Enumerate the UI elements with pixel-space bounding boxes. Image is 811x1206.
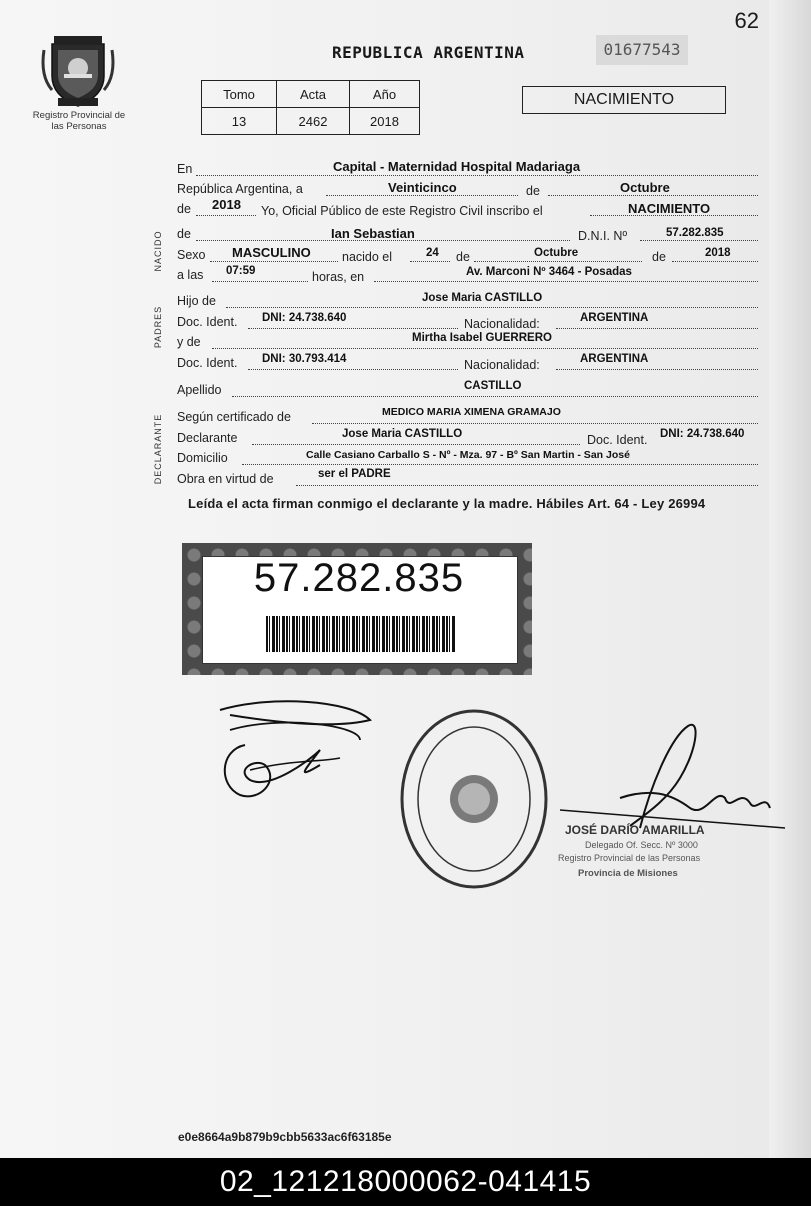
dotted-line bbox=[196, 215, 256, 216]
label-domicilio: Domicilio bbox=[177, 451, 228, 465]
label-nacionalidad-father: Nacionalidad: bbox=[464, 317, 540, 331]
document-type-box: NACIMIENTO bbox=[522, 86, 726, 114]
official-role: Delegado Of. Secc. Nº 3000 bbox=[585, 840, 698, 850]
label-de-month: de bbox=[456, 250, 470, 264]
dotted-line bbox=[556, 369, 758, 370]
logo-caption: Registro Provincial de las Personas bbox=[32, 110, 126, 132]
footer-id: 02_121218000062-041415 bbox=[219, 1165, 592, 1198]
label-de-birth-year: de bbox=[652, 250, 666, 264]
dotted-line bbox=[474, 261, 642, 262]
official-signature bbox=[540, 718, 790, 838]
declarant-signature bbox=[210, 690, 380, 810]
official-province: Provincia de Misiones bbox=[578, 868, 678, 879]
dotted-line bbox=[212, 281, 308, 282]
header-anio: Año bbox=[350, 81, 420, 108]
certificate-issuer: MEDICO MARIA XIMENA GRAMAJO bbox=[382, 406, 561, 418]
dotted-line bbox=[248, 369, 458, 370]
dotted-line bbox=[312, 423, 758, 424]
label-de-year: de bbox=[177, 202, 191, 216]
label-horas: horas, en bbox=[312, 270, 365, 284]
dotted-line bbox=[296, 485, 758, 486]
official-name: JOSÉ DARÍO AMARILLA bbox=[565, 823, 705, 837]
label-hijo-de: Hijo de bbox=[177, 294, 216, 308]
document-hash: e0e8664a9b879b9cbb5633ac6f63185e bbox=[178, 1130, 392, 1144]
label-dni: D.N.I. Nº bbox=[578, 229, 628, 243]
label-doc-father: Doc. Ident. bbox=[177, 315, 238, 329]
dotted-line bbox=[226, 307, 758, 308]
header-acta: Acta bbox=[277, 81, 350, 108]
barcode bbox=[266, 616, 456, 652]
dotted-line bbox=[252, 444, 580, 445]
label-sexo: Sexo bbox=[177, 248, 206, 262]
serial-number: 01677543 bbox=[596, 35, 688, 65]
birth-place: Capital - Maternidad Hospital Madariaga bbox=[333, 159, 581, 174]
father-name: Jose Maria CASTILLO bbox=[422, 292, 543, 304]
registration-year: 2018 bbox=[212, 197, 241, 212]
register-header-row bbox=[202, 81, 420, 108]
register-table bbox=[201, 80, 420, 135]
label-de-name: de bbox=[177, 227, 191, 241]
section-label-nacido: NACIDO bbox=[153, 230, 163, 272]
declarant-address: Calle Casiano Carballo S - Nº - Mza. 97 - Bº San Martin - San José bbox=[306, 449, 630, 461]
birth-year: 2018 bbox=[705, 247, 731, 259]
registration-month: Octubre bbox=[620, 180, 670, 195]
dotted-line bbox=[640, 240, 758, 241]
label-y-de: y de bbox=[177, 335, 201, 349]
child-sex: MASCULINO bbox=[232, 245, 311, 260]
dotted-line bbox=[248, 328, 458, 329]
label-en: En bbox=[177, 162, 193, 176]
section-label-padres: PADRES bbox=[153, 305, 163, 349]
dotted-line bbox=[196, 175, 758, 176]
father-nationality: ARGENTINA bbox=[580, 312, 649, 324]
label-a-las: a las bbox=[177, 268, 204, 282]
declarant-name: Jose Maria CASTILLO bbox=[342, 428, 463, 440]
dni-sticker-number: 57.282.835 bbox=[253, 556, 465, 600]
value-anio: 2018 bbox=[350, 108, 420, 135]
dotted-line bbox=[212, 348, 758, 349]
official-registry: Registro Provincial de las Personas bbox=[558, 853, 701, 863]
signing-note: Leída el acta firman conmigo el declarante y la madre. Hábiles Art. 64 - Ley 26994 bbox=[188, 496, 706, 511]
declarant-relation: ser el PADRE bbox=[318, 468, 391, 480]
registration-day: Veinticinco bbox=[388, 180, 457, 195]
value-tomo: 13 bbox=[202, 108, 277, 135]
dotted-line bbox=[410, 261, 450, 262]
birth-time: 07:59 bbox=[226, 265, 256, 277]
label-doc-declarante: Doc. Ident. bbox=[587, 433, 648, 447]
declarant-doc: DNI: 24.738.640 bbox=[660, 428, 745, 440]
father-doc: DNI: 24.738.640 bbox=[262, 312, 347, 324]
value-acta: 2462 bbox=[277, 108, 350, 135]
section-label-declarante: DECLARANTE bbox=[153, 413, 163, 485]
dotted-line bbox=[242, 464, 758, 465]
page-edge bbox=[769, 0, 811, 1158]
label-nacido-el: nacido el bbox=[342, 250, 393, 264]
label-certificado: Según certificado de bbox=[177, 410, 291, 424]
mother-doc: DNI: 30.793.414 bbox=[262, 353, 347, 365]
dotted-line bbox=[672, 261, 758, 262]
document-title: REPUBLICA ARGENTINA bbox=[332, 43, 525, 62]
label-nacionalidad-mother: Nacionalidad: bbox=[464, 358, 540, 372]
label-republica: República Argentina, a bbox=[177, 182, 303, 196]
record-type: NACIMIENTO bbox=[628, 201, 711, 216]
surname: CASTILLO bbox=[464, 380, 522, 392]
birth-day: 24 bbox=[426, 247, 439, 259]
child-dni: 57.282.835 bbox=[666, 227, 724, 239]
mother-nationality: ARGENTINA bbox=[580, 353, 649, 365]
label-de: de bbox=[526, 184, 540, 198]
official-stamp bbox=[396, 704, 552, 894]
register-value-row bbox=[202, 108, 420, 135]
birth-month: Octubre bbox=[534, 247, 579, 259]
label-apellido: Apellido bbox=[177, 383, 222, 397]
dotted-line bbox=[326, 195, 518, 196]
dotted-line bbox=[210, 261, 338, 262]
child-name: Ian Sebastian bbox=[331, 226, 415, 241]
label-obra: Obra en virtud de bbox=[177, 472, 274, 486]
dotted-line bbox=[548, 195, 758, 196]
page-number: 62 bbox=[734, 8, 759, 33]
dotted-line bbox=[556, 328, 758, 329]
officer-statement: Yo, Oficial Público de este Registro Civil inscribo el bbox=[261, 204, 543, 218]
label-declarante: Declarante bbox=[177, 431, 238, 445]
label-doc-mother: Doc. Ident. bbox=[177, 356, 238, 370]
mother-name: Mirtha Isabel GUERRERO bbox=[412, 332, 552, 344]
birth-address: Av. Marconi Nº 3464 - Posadas bbox=[466, 266, 632, 278]
header-tomo: Tomo bbox=[202, 81, 277, 108]
dotted-line bbox=[374, 281, 758, 282]
dotted-line bbox=[232, 396, 758, 397]
provincial-seal-logo bbox=[38, 30, 118, 110]
